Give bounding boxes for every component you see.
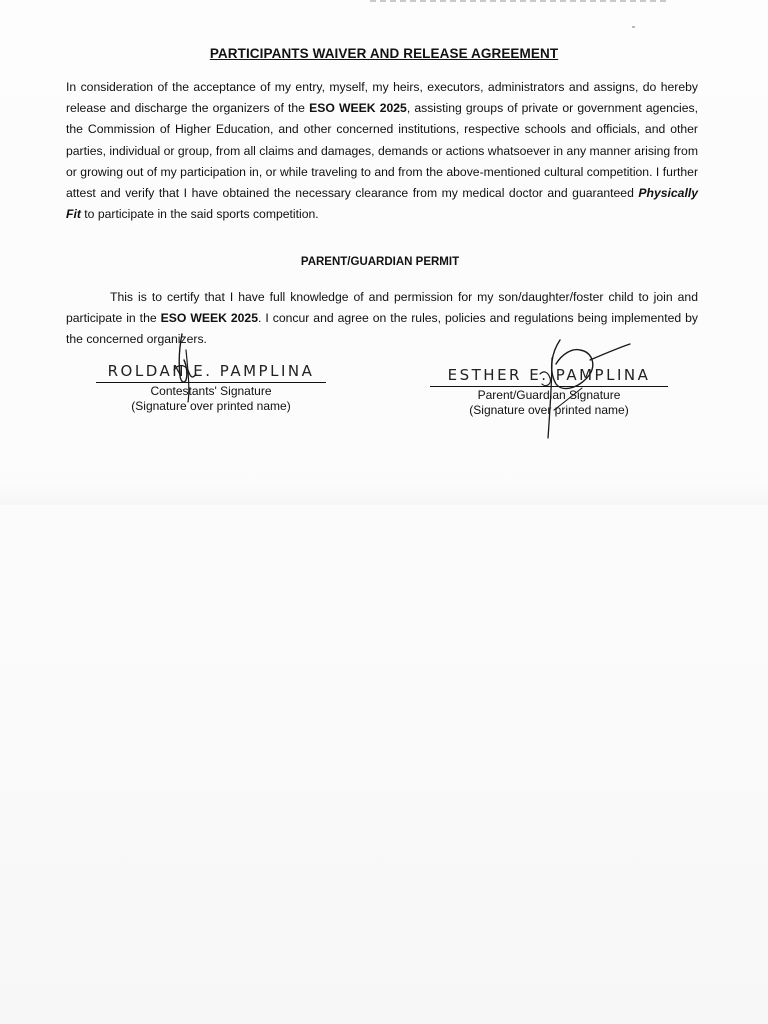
permit-text-1: This is to certify that I have full knowledge of and permission for my son/daughter/foster child to join and participate in the bbox=[66, 290, 698, 326]
waiver-event-name: ESO WEEK 2025 bbox=[309, 101, 407, 116]
contestant-signature-line bbox=[96, 382, 326, 383]
waiver-text-1: In consideration of the acceptance of my entry, myself, my heirs, executors, administrators and assigns, do hereby release and discharge the organizers of the bbox=[66, 80, 698, 116]
guardian-signature-line bbox=[430, 386, 668, 387]
waiver-paragraph bbox=[66, 77, 698, 225]
top-dashed-rule bbox=[370, 0, 666, 2]
contestant-signature-sublabel: (Signature over printed name) bbox=[131, 399, 291, 413]
waiver-text-3: to participate in the said sports competition. bbox=[80, 207, 319, 222]
waiver-physically-fit: Physically Fit bbox=[66, 186, 698, 222]
document-title: PARTICIPANTS WAIVER AND RELEASE AGREEMENT bbox=[209, 46, 559, 61]
permit-paragraph bbox=[66, 287, 698, 351]
contestant-handwritten-name: ROLDAN E. PAMPLINA bbox=[107, 362, 315, 380]
guardian-signature-sublabel: (Signature over printed name) bbox=[469, 403, 629, 417]
page-fold-shadow bbox=[0, 485, 768, 505]
contestant-signature-label: Contestants' Signature bbox=[150, 384, 272, 398]
waiver-text-2: , assisting groups of private or government agencies, the Commission of Higher Education, and other concerned institutions, respective schools and officials, and other parties, individual or group, from all claims and damages, demands or actions whatsoever in any manner arising from or growing out of my participation in, or while traveling to and from the above-mentioned cultural competition. I further attest and verify that I have obtained the necessary clearance from my medical doctor and guaranteed bbox=[66, 101, 698, 201]
guardian-handwritten-name: ESTHER E. PAMPLINA bbox=[447, 366, 651, 384]
permit-title: PARENT/GUARDIAN PERMIT bbox=[300, 256, 460, 268]
guardian-signature-block bbox=[430, 364, 668, 418]
contestant-signature-block bbox=[96, 360, 326, 414]
permit-text-2: . I concur and agree on the rules, policies and regulations being implemented by the concerned organizers. bbox=[66, 311, 698, 347]
guardian-signature-label: Parent/Guardian Signature bbox=[477, 388, 621, 402]
paper-speck bbox=[632, 26, 635, 28]
permit-event-name: ESO WEEK 2025 bbox=[160, 311, 258, 326]
